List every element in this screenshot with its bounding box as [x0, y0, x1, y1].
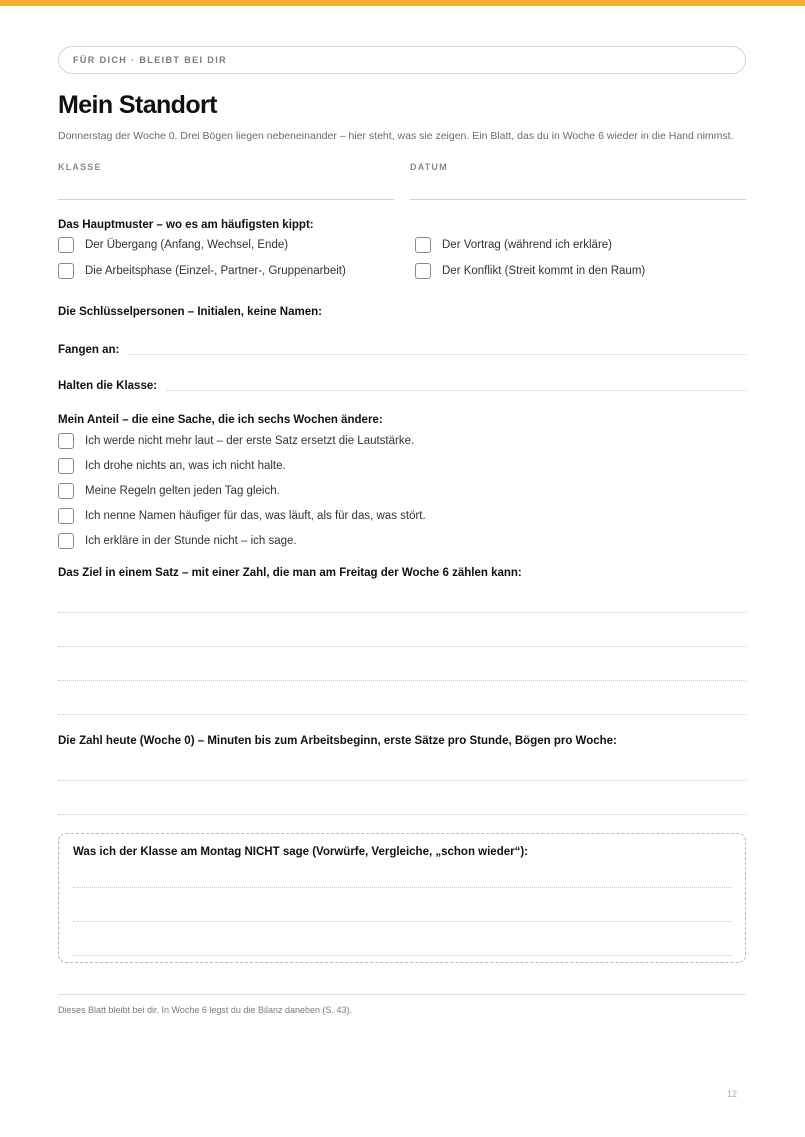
anteil-option[interactable] [58, 457, 746, 475]
option-label: Ich drohe nichts an, was ich nicht halte. [85, 460, 286, 472]
klasse-field[interactable] [58, 162, 394, 200]
page-title: Mein Standort [58, 91, 217, 119]
section-tag [58, 46, 746, 74]
option-label: Ich werde nicht mehr laut – der erste Satz ersetzt die Lautstärke. [85, 435, 415, 447]
hauptmuster-options [58, 236, 746, 280]
option-arbeitsphase[interactable] [58, 262, 415, 280]
datum-label: DATUM [410, 162, 448, 172]
datum-field[interactable] [410, 162, 746, 200]
schluessel-title: Die Schlüsselpersonen – Initialen, keine Namen: [58, 306, 322, 318]
write-line[interactable] [58, 681, 746, 715]
intro-text: Donnerstag der Woche 0. Drei Bögen liegen nebeneinander – hier steht, was sie zeigen. Ein Blatt, das du in Woche 6 wieder in die Hand nimmst. [58, 130, 734, 142]
anteil-options [58, 432, 746, 550]
page-number: 12 [726, 1089, 737, 1099]
write-line[interactable] [73, 888, 731, 922]
option-label: Die Arbeitsphase (Einzel-, Partner-, Gruppenarbeit) [85, 265, 346, 277]
ziel-section [58, 567, 746, 715]
zahl-title: Die Zahl heute (Woche 0) – Minuten bis zum Arbeitsbeginn, erste Sätze pro Stunde, Bögen pro Woche: [58, 735, 617, 747]
write-line[interactable] [73, 858, 731, 888]
checkbox[interactable] [58, 433, 74, 449]
write-line[interactable] [58, 781, 746, 815]
fangen-an-line[interactable] [129, 354, 746, 355]
section-tag-text: FÜR DICH · BLEIBT BEI DIR [73, 55, 227, 65]
option-konflikt[interactable] [415, 262, 745, 280]
option-label: Der Übergang (Anfang, Wechsel, Ende) [85, 239, 289, 251]
nicht-sage-box [58, 833, 746, 963]
anteil-option[interactable] [58, 532, 746, 550]
checkbox[interactable] [415, 237, 431, 253]
hauptmuster-section [58, 219, 746, 280]
checkbox[interactable] [415, 263, 431, 279]
zahl-section [58, 735, 746, 815]
worksheet-page [58, 46, 746, 1015]
option-label: Ich nenne Namen häufiger für das, was läuft, als für das, was stört. [85, 510, 426, 522]
write-line[interactable] [58, 579, 746, 613]
klasse-line[interactable] [58, 199, 394, 200]
datum-line[interactable] [410, 199, 746, 200]
option-label: Ich erkläre in der Stunde nicht – ich sage. [85, 535, 297, 547]
option-label: Der Vortrag (während ich erkläre) [442, 239, 613, 251]
footer-note: Dieses Blatt bleibt bei dir. In Woche 6 legst du die Bilanz daneben (S. 43). [58, 1005, 353, 1015]
hauptmuster-title: Das Hauptmuster – wo es am häufigsten kippt: [58, 219, 314, 231]
write-line[interactable] [58, 747, 746, 781]
fangen-an-field[interactable] [58, 344, 746, 356]
write-line[interactable] [58, 647, 746, 681]
checkbox[interactable] [58, 263, 74, 279]
anteil-option[interactable] [58, 432, 746, 450]
accent-top-bar [0, 0, 805, 6]
anteil-section [58, 414, 746, 550]
anteil-option[interactable] [58, 482, 746, 500]
ziel-title: Das Ziel in einem Satz – mit einer Zahl, die man am Freitag der Woche 6 zählen kann: [58, 567, 522, 579]
option-vortrag[interactable] [415, 236, 745, 254]
checkbox[interactable] [58, 458, 74, 474]
checkbox[interactable] [58, 237, 74, 253]
footer-divider [58, 994, 746, 995]
anteil-title: Mein Anteil – die eine Sache, die ich sechs Wochen ändere: [58, 414, 383, 426]
checkbox[interactable] [58, 483, 74, 499]
anteil-option[interactable] [58, 507, 746, 525]
write-line[interactable] [58, 613, 746, 647]
nicht-sage-title: Was ich der Klasse am Montag NICHT sage (Vorwürfe, Vergleiche, „schon wieder“): [73, 846, 529, 858]
option-label: Der Konflikt (Streit kommt in den Raum) [442, 265, 646, 277]
halten-line[interactable] [167, 390, 746, 391]
checkbox[interactable] [58, 533, 74, 549]
write-line[interactable] [73, 922, 731, 956]
klasse-label: KLASSE [58, 162, 102, 172]
option-label: Meine Regeln gelten jeden Tag gleich. [85, 485, 280, 497]
checkbox[interactable] [58, 508, 74, 524]
halten-field[interactable] [58, 380, 746, 392]
halten-label: Halten die Klasse: [58, 380, 158, 392]
meta-fields [58, 162, 746, 200]
option-uebergang[interactable] [58, 236, 415, 254]
fangen-an-label: Fangen an: [58, 344, 120, 356]
